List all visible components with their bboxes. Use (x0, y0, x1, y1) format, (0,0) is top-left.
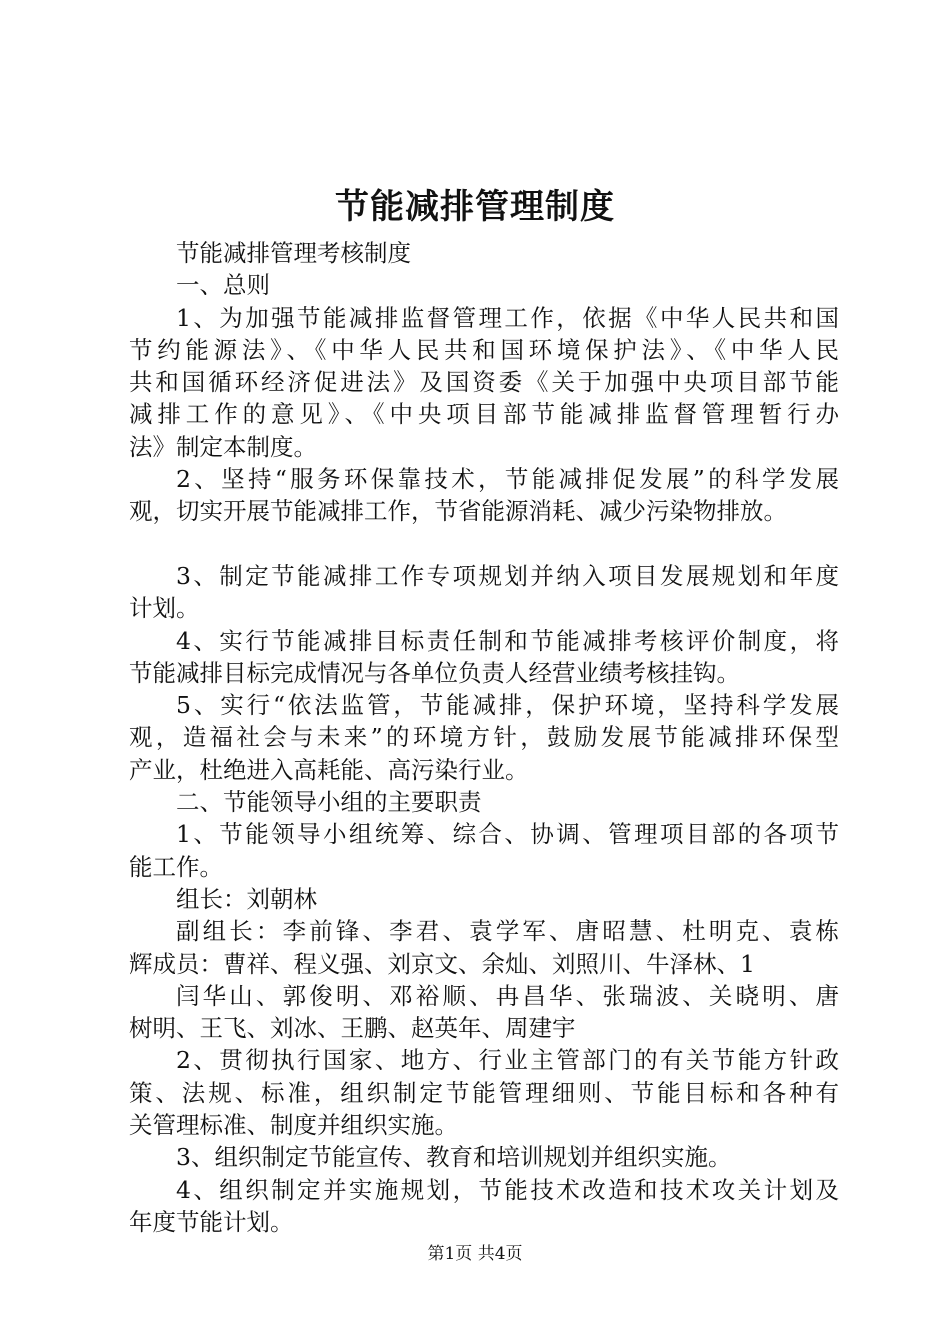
paragraph-line: 减排工作的意见》、《中央项目部节能减排监督管理暂行办 (129, 400, 839, 429)
page-number-footer: 第1页 共4页 (427, 1244, 523, 1264)
paragraph-line: 5、实行“依法监管，节能减排，保护环境，坚持科学发展 (176, 691, 839, 720)
paragraph-line: 1、为加强节能减排监督管理工作，依据《中华人民共和国 (176, 303, 839, 332)
paragraph-line: 观，造福社会与未来”的环境方针，鼓励发展节能减排环保型 (129, 723, 839, 752)
paragraph-line: 节约能源法》、《中华人民共和国环境保护法》、《中华人民 (129, 335, 839, 364)
paragraph-line: 3、组织制定节能宣传、教育和培训规划并组织实施。 (176, 1143, 732, 1172)
paragraph-line: 节能减排目标完成情况与各单位负责人经营业绩考核挂钩。 (129, 658, 740, 687)
paragraph-line: 关管理标准、制度并组织实施。 (129, 1111, 458, 1140)
paragraph-line: 组长：刘朝林 (176, 884, 317, 913)
paragraph-line: 2、贯彻执行国家、地方、行业主管部门的有关节能方针政 (176, 1046, 839, 1075)
paragraph-line: 共和国循环经济促进法》及国资委《关于加强中央项目部节能 (129, 368, 839, 397)
paragraph-line: 2、坚持“服务环保靠技术，节能减排促发展”的科学发展 (176, 465, 839, 494)
paragraph-line: 4、组织制定并实施规划，节能技术改造和技术攻关计划及 (176, 1175, 839, 1204)
paragraph-line: 产业，杜绝进入高耗能、高污染行业。 (129, 755, 529, 784)
paragraph-line: 策、法规、标准，组织制定节能管理细则、节能目标和各种有 (129, 1078, 839, 1107)
paragraph-line: 副组长：李前锋、李君、袁学军、唐昭慧、杜明克、袁栋 (176, 917, 839, 946)
subtitle-line: 节能减排管理考核制度 (176, 239, 411, 267)
paragraph-line: 法》制定本制度。 (129, 432, 317, 461)
document-body (129, 237, 839, 1238)
paragraph-line: 计划。 (129, 594, 200, 623)
paragraph-line: 4、实行节能减排目标责任制和节能减排考核评价制度，将 (176, 626, 839, 655)
paragraph-line: 辉成员：曹祥、程义强、刘京文、余灿、刘照川、牛泽林、1 (129, 949, 755, 978)
paragraph-line: 闫华山、郭俊明、邓裕顺、冉昌华、张瑞波、关晓明、唐 (176, 981, 839, 1010)
section-heading: 二、节能领导小组的主要职责 (176, 788, 482, 817)
paragraph-line: 3、制定节能减排工作专项规划并纳入项目发展规划和年度 (176, 561, 839, 590)
paragraph-line: 1、节能领导小组统筹、综合、协调、管理项目部的各项节 (176, 820, 839, 849)
paragraph-line: 能工作。 (129, 852, 223, 881)
paragraph-line: 年度节能计划。 (129, 1207, 294, 1236)
paragraph-line: 观，切实开展节能减排工作，节省能源消耗、减少污染物排放。 (129, 497, 787, 526)
section-heading: 一、总则 (176, 271, 270, 300)
paragraph-line: 树明、王飞、刘冰、王鹏、赵英年、周建宇 (129, 1014, 576, 1043)
document-title: 节能减排管理制度 (335, 187, 615, 227)
blank-line (129, 528, 839, 560)
